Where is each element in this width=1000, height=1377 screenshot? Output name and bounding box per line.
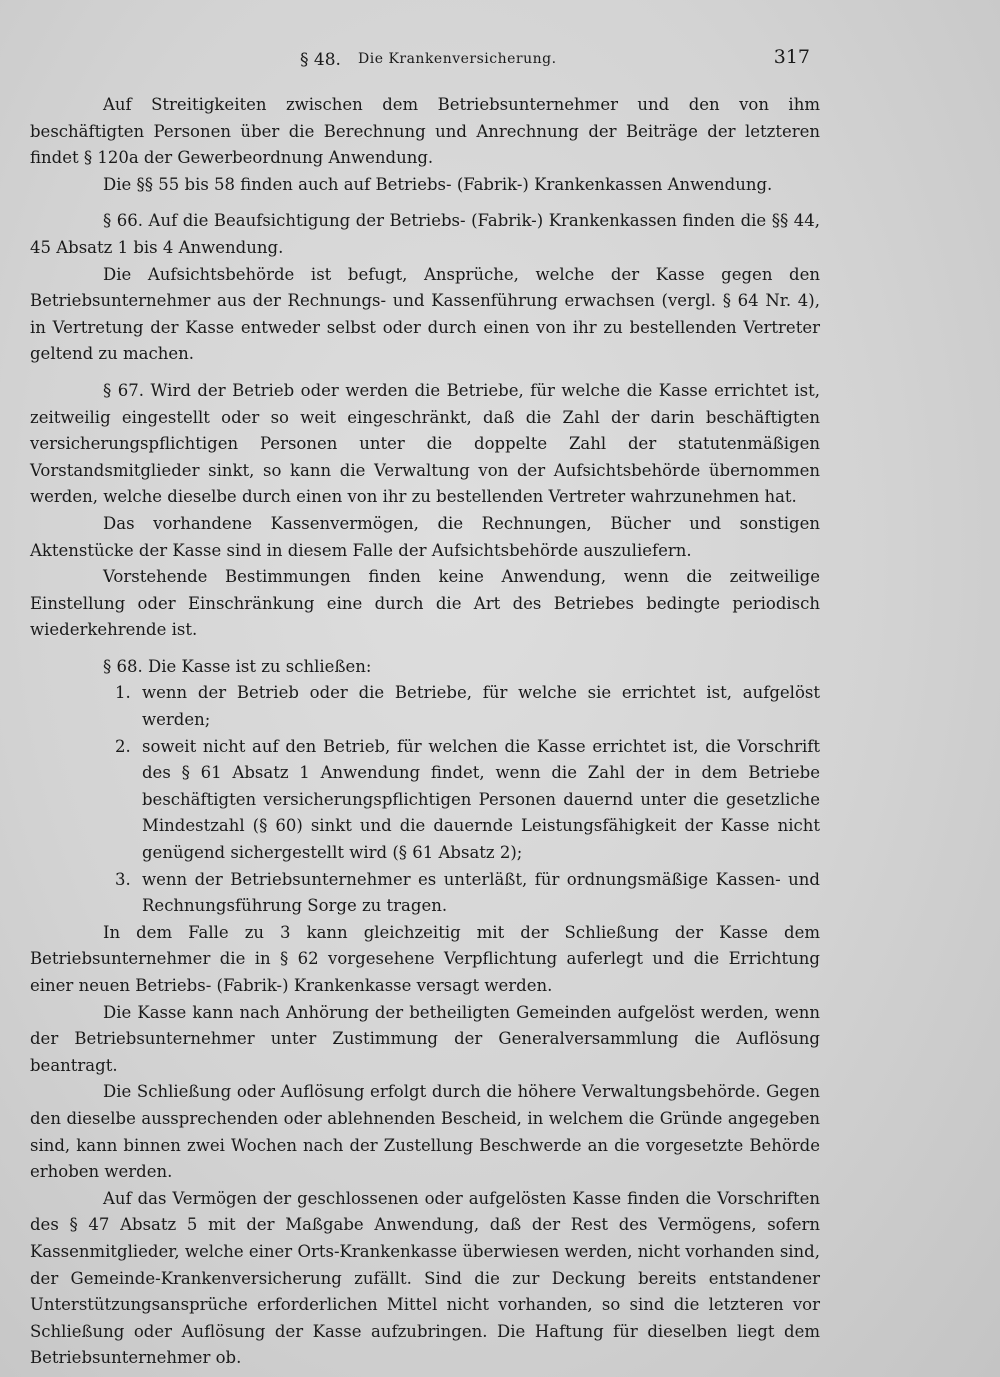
page-body bbox=[30, 92, 820, 1372]
paragraph: Das vorhandene Kassenvermögen, die Rechnungen, Bücher und sonstigen Aktenstücke der Kasse sind in diesem Falle der Aufsichtsbehörde auszuliefern. bbox=[30, 513, 820, 560]
list-item-text: soweit nicht auf den Betrieb, für welchen die Kasse errichtet ist, die Vorschrift des § 61 Absatz 1 Anwendung findet, wenn die Zahl der in dem Betriebe beschäftigten versicherungspflichtigen Personen dauernd unter die gesetzliche Mindestzahl (§ 60) sinkt und die dauernde Leistungsfähigkeit der Kasse nicht genügend sichergestellt wird (§ 61 Absatz 2); bbox=[142, 736, 820, 863]
paragraph: Die Kasse kann nach Anhörung der betheiligten Gemeinden aufgelöst werden, wenn der Betriebsunternehmer unter Zustimmung der Generalversammlung die Auflösung beantragt. bbox=[30, 1002, 820, 1075]
list-item bbox=[30, 867, 820, 920]
paragraph-section-66: § 66. Auf die Beaufsichtigung der Betriebs- (Fabrik-) Krankenkassen finden die §§ 44, 45 Absatz 1 bis 4 Anwendung. bbox=[30, 211, 820, 257]
list-item-number: 2. bbox=[115, 736, 131, 756]
numbered-list bbox=[30, 680, 820, 919]
paragraph: Die §§ 55 bis 58 finden auch auf Betriebs- (Fabrik-) Krankenkassen Anwendung. bbox=[103, 174, 773, 194]
header-section-number: § 48. bbox=[300, 50, 341, 70]
list-item-number: 3. bbox=[115, 869, 131, 889]
paragraph: Die Schließung oder Auflösung erfolgt durch die höhere Verwaltungsbehörde. Gegen den dieselbe aussprechenden oder ablehnenden Bescheid, in welchem die Gründe angegeben sind, kann binnen zwei Wochen nach der Zustellung Beschwerde an die vorgesetzte Behörde erhoben werden. bbox=[30, 1082, 820, 1182]
paragraph: Die Aufsichtsbehörde ist befugt, Ansprüche, welche der Kasse gegen den Betriebsunternehmer aus der Rechnungs- und Kassenführung erwachsen (vergl. § 64 Nr. 4), in Vertretung der Kasse entweder selbst oder durch einen von ihr zu bestellenden Vertreter geltend zu machen. bbox=[30, 264, 820, 364]
paragraph: In dem Falle zu 3 kann gleichzeitig mit der Schließung der Kasse dem Betriebsunternehmer die in § 62 vorgesehene Verpflichtung auferlegt und die Errichtung einer neuen Betriebs- (Fabrik-) Krankenkasse versagt werden. bbox=[30, 922, 820, 995]
paragraph: Auf Streitigkeiten zwischen dem Betriebsunternehmer und den von ihm beschäftigten Personen über die Berechnung und Anrechnung der Beiträge der letzteren findet § 120a der Gewerbeordnung Anwendung. bbox=[30, 95, 820, 168]
page-number: 317 bbox=[773, 46, 810, 68]
list-item bbox=[30, 680, 820, 733]
paragraph-section-67: § 67. Wird der Betrieb oder werden die Betriebe, für welche die Kasse errichtet ist, zeitweilig eingestellt oder so weit eingeschränkt, daß die Zahl der darin beschäftigten versicherungspflichtigen Personen unter die doppelte Zahl der statutenmäßigen Vorstandsmitglieder sinkt, so kann die Verwaltung von der Aufsichtsbehörde übernommen werden, welche dieselbe durch einen von ihr zu bestellenden Vertreter wahrzunehmen hat. bbox=[30, 380, 820, 507]
list-item-text: wenn der Betrieb oder die Betriebe, für welche sie errichtet ist, aufgelöst werden; bbox=[142, 683, 820, 730]
list-item-text: wenn der Betriebsunternehmer es unterläßt, für ordnungsmäßige Kassen- und Rechnungsführung Sorge zu tragen. bbox=[142, 869, 820, 916]
header-title: Die Krankenversicherung. bbox=[358, 51, 557, 67]
paragraph: Auf das Vermögen der geschlossenen oder aufgelösten Kasse finden die Vorschriften des § 47 Absatz 5 mit der Maßgabe Anwendung, daß der Rest des Vermögens, sofern Kassenmitglieder, welche einer Orts-Krankenkasse überwiesen werden, nicht vorhanden sind, der Gemeinde-Krankenversicherung zufällt. Sind die zur Deckung bereits entstandener Unterstützungsansprüche erforderlichen Mittel nicht vorhanden, so sind die letzteren vor Schließung oder Auflösung der Kasse aufzubringen. Die Haftung für dieselben liegt dem Betriebsunternehmer ob. bbox=[30, 1188, 820, 1368]
list-item-number: 1. bbox=[115, 683, 131, 703]
paragraph-section-68: § 68. Die Kasse ist zu schließen: bbox=[103, 656, 372, 676]
paragraph: Vorstehende Bestimmungen finden keine Anwendung, wenn die zeitweilige Einstellung oder Einschränkung eine durch die Art des Betriebes bedingte periodisch wiederkehrende ist. bbox=[30, 567, 820, 640]
running-header bbox=[300, 46, 810, 76]
list-item bbox=[30, 734, 820, 867]
